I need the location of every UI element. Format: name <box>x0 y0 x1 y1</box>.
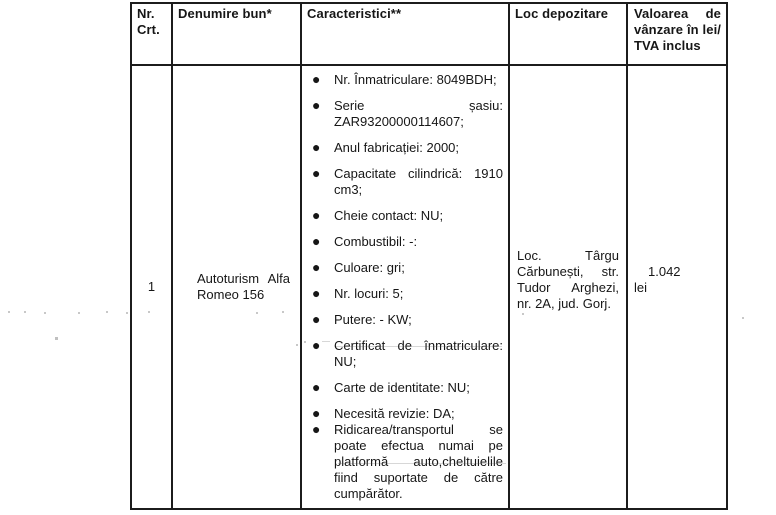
header-cell-valoare: Valoarea de vânzare în lei/ TVA inclus <box>628 4 726 66</box>
characteristics-list <box>302 66 508 502</box>
bullet-icon: ● <box>312 421 321 437</box>
scan-noise-dot <box>296 344 298 346</box>
bullet-icon: ● <box>312 165 321 181</box>
characteristic-item <box>310 338 503 370</box>
bullet-icon: ● <box>312 71 321 87</box>
scan-artifact-line <box>338 463 506 464</box>
characteristic-text: Ridicarea/transportul se poate efectua numai pe platformă auto,cheltuielile fiind suportate de către cumpărător. <box>334 422 503 501</box>
scan-noise-dot <box>742 317 744 319</box>
characteristic-item <box>310 208 503 224</box>
bullet-icon: ● <box>312 285 321 301</box>
cell-nr-crt <box>132 66 173 508</box>
scan-noise-dot <box>78 312 80 314</box>
scan-noise-dot <box>106 311 108 313</box>
characteristic-text: Certificat de înmatriculare: NU; <box>334 338 503 369</box>
cell-denumire-bun <box>173 66 302 508</box>
storage-location-text: Loc. Târgu Cărbunești, str. Tudor Arghezi, nr. 2A, jud. Gorj. <box>517 248 619 311</box>
characteristic-text: Anul fabricației: 2000; <box>334 140 460 155</box>
characteristic-text: Necesită revizie: DA; <box>334 406 455 421</box>
characteristic-text: Culoare: gri; <box>334 260 405 275</box>
characteristic-item <box>310 286 503 302</box>
characteristic-item <box>310 380 503 396</box>
cell-valoare <box>628 66 726 508</box>
scan-noise-dot <box>8 311 10 313</box>
scan-noise-dot <box>256 312 258 314</box>
characteristic-text: Serie șasiu: ZAR93200000114607; <box>334 98 503 129</box>
bullet-icon: ● <box>312 207 321 223</box>
row-number: 1 <box>147 279 156 294</box>
bullet-icon: ● <box>312 379 321 395</box>
header-cell-caracteristici: Caracteristici** <box>302 4 510 66</box>
scan-noise-dot <box>522 313 524 315</box>
characteristic-item <box>310 72 503 88</box>
cell-loc-depozitare <box>510 66 628 508</box>
characteristic-item <box>310 406 503 422</box>
characteristic-item <box>310 312 503 328</box>
scan-noise-dot <box>44 312 46 314</box>
characteristic-item <box>310 140 503 156</box>
header-cell-denumire-bun: Denumire bun* <box>173 4 302 66</box>
bullet-icon: ● <box>312 405 321 421</box>
bullet-icon: ● <box>312 233 321 249</box>
bullet-icon: ● <box>312 259 321 275</box>
scan-noise-dot <box>282 311 284 313</box>
scan-noise-dot <box>126 312 128 314</box>
characteristic-text: Nr. Înmatriculare: 8049BDH; <box>334 72 497 87</box>
characteristic-text: Capacitate cilindrică: 1910 cm3; <box>334 166 503 197</box>
scan-noise-speck <box>55 337 58 340</box>
scan-noise-dot <box>304 341 306 343</box>
characteristic-text: Cheie contact: NU; <box>334 208 444 223</box>
cell-caracteristici <box>302 66 510 508</box>
characteristic-text: Putere: - KW; <box>334 312 412 327</box>
scan-artifact-line <box>336 346 502 347</box>
scan-artifact-line <box>322 341 330 342</box>
bullet-icon: ● <box>312 97 321 113</box>
header-cell-nr-crt: Nr. Crt. <box>132 4 173 66</box>
characteristic-item <box>310 98 503 130</box>
bullet-icon: ● <box>312 311 321 327</box>
characteristic-item <box>310 260 503 276</box>
scan-noise-dot <box>24 311 26 313</box>
sale-value-amount: 1.042 <box>648 264 681 279</box>
characteristic-text: Nr. locuri: 5; <box>334 286 404 301</box>
bullet-icon: ● <box>312 139 321 155</box>
header-cell-loc-depozitare: Loc depozitare <box>510 4 628 66</box>
characteristic-text: Combustibil: -: <box>334 234 418 249</box>
characteristic-item <box>310 234 503 250</box>
table-data-row <box>132 66 726 508</box>
characteristic-text: Carte de identitate: NU; <box>334 380 470 395</box>
characteristic-item <box>310 422 503 502</box>
table-header-row <box>132 4 726 66</box>
document-table <box>130 2 728 510</box>
item-name: Autoturism Alfa Romeo 156 <box>197 271 290 302</box>
scan-noise-dot <box>148 311 150 313</box>
sale-value-unit: lei <box>634 280 648 295</box>
characteristic-item <box>310 166 503 198</box>
bullet-icon: ● <box>312 337 321 353</box>
